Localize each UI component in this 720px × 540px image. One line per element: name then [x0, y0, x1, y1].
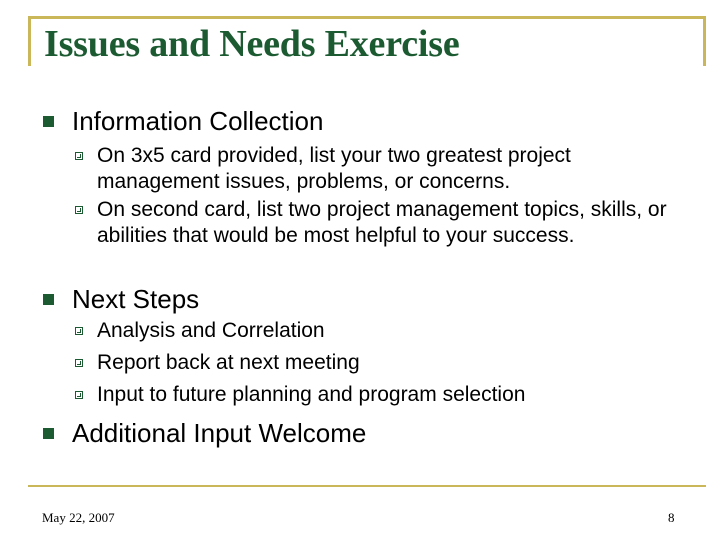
subbullet-report-back: Report back at next meeting [97, 351, 360, 374]
subbullet-card-issues: On 3x5 card provided, list your two greatest project management issues, problems, or concerns. [97, 144, 571, 193]
hollow-square-bullet-icon [75, 391, 83, 399]
square-bullet-icon [43, 428, 54, 439]
subbullet-future-planning: Input to future planning and program selection [97, 383, 526, 406]
footer-divider [28, 485, 706, 487]
slide-title: Issues and Needs Exercise [44, 23, 460, 65]
hollow-square-bullet-icon [75, 152, 83, 160]
bullet-next-steps: Next Steps [72, 284, 200, 314]
subbullet-card-topics: On second card, list two project management topics, skills, or abilities that would be most helpful to your success. [97, 198, 667, 247]
page-number: 8 [668, 510, 675, 525]
square-bullet-icon [43, 116, 54, 127]
hollow-square-bullet-icon [75, 359, 83, 367]
hollow-square-bullet-icon [75, 327, 83, 335]
footer-date: May 22, 2007 [42, 510, 115, 525]
square-bullet-icon [43, 294, 54, 305]
bullet-additional-input: Additional Input Welcome [72, 418, 367, 448]
subbullet-analysis: Analysis and Correlation [97, 319, 325, 342]
bullet-information-collection: Information Collection [72, 106, 324, 136]
hollow-square-bullet-icon [75, 206, 83, 214]
